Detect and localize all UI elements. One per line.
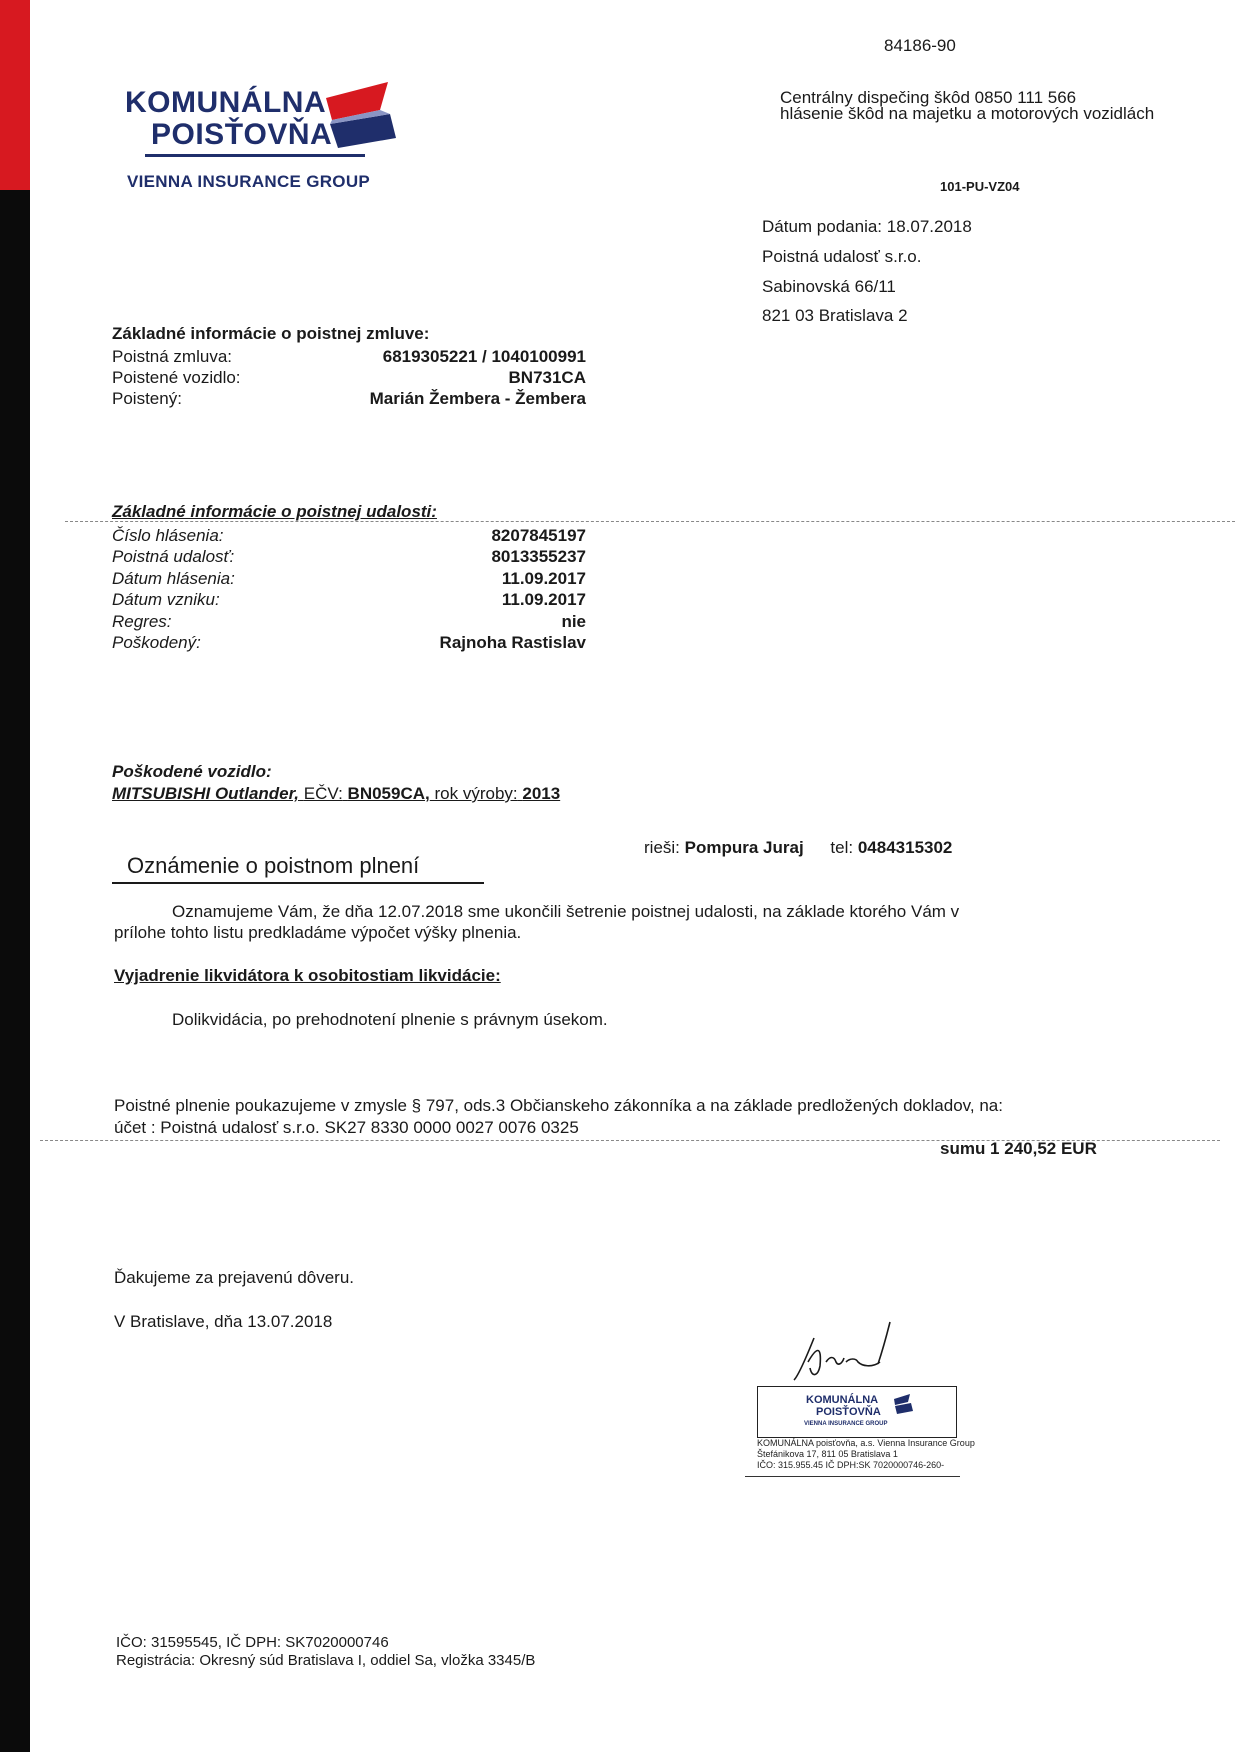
report-date-value: 11.09.2017 — [501, 569, 586, 588]
logo-text-line2: POISŤOVŇA — [151, 118, 333, 151]
vehicle-label: Poistené vozidlo: — [112, 368, 241, 387]
logo-text-line1: KOMUNÁLNA — [125, 86, 327, 119]
report-number-value: 8207845197 — [491, 526, 586, 545]
handler-label: rieši: — [644, 838, 680, 857]
payment-line2: účet : Poistná udalosť s.r.o. SK27 8330 0000 0027 0076 0325 — [114, 1118, 579, 1137]
recipient-street: Sabinovská 66/11 — [762, 277, 896, 296]
claim-label: Poistná udalosť: — [112, 547, 235, 566]
footer-line2: Registrácia: Okresný súd Bratislava I, oddiel Sa, vložka 3345/B — [116, 1652, 536, 1669]
stamp-logo-line1: KOMUNÁLNA — [806, 1394, 879, 1406]
recipient-city: 821 03 Bratislava 2 — [762, 306, 908, 325]
vehicle-model: MITSUBISHI Outlander, — [112, 784, 300, 803]
recipient-name: Poistná udalosť s.r.o. — [762, 247, 922, 266]
stamp-text-line2: Štefánikova 17, 811 05 Bratislava 1 — [757, 1449, 898, 1459]
notice-paragraph-line1: Oznamujeme Vám, že dňa 12.07.2018 sme ukončili šetrenie poistnej udalosti, na základe ktorého Vám v — [172, 902, 960, 921]
payment-sum: sumu 1 240,52 EUR — [940, 1139, 1097, 1158]
ecv-label: EČV: — [303, 784, 343, 803]
ecv-value: BN059CA, — [347, 784, 430, 803]
page-edge-black — [0, 190, 30, 1752]
event-info-title: Základné informácie o poistnej udalosti: — [112, 502, 437, 521]
recourse-label: Regres: — [112, 612, 172, 631]
damaged-vehicle-line — [112, 784, 560, 804]
dispatch-line2: hlásenie škôd na majetku a motorových vozidlách — [780, 104, 1155, 123]
vehicle-value: BN731CA — [508, 368, 586, 387]
contract-value: 6819305221 / 1040100991 — [382, 347, 586, 366]
recourse-value: nie — [561, 612, 586, 631]
tel-label: tel: — [830, 838, 854, 857]
footer-line1: IČO: 31595545, IČ DPH: SK7020000746 — [116, 1634, 389, 1651]
insured-value: Marián Žembera - Žembera — [369, 389, 586, 408]
tel-value: 0484315302 — [857, 838, 953, 857]
notice-paragraph-line2: prílohe tohto listu predkladáme výpočet výšky plnenia. — [114, 923, 522, 942]
stamp-text-line1: KOMUNÁLNA poisťovňa, a.s. Vienna Insurance Group — [757, 1438, 975, 1448]
logo-text-line3: VIENNA INSURANCE GROUP — [127, 172, 371, 191]
dispatch-line1: Centrálny dispečing škôd 0850 111 566 — [780, 88, 1077, 107]
company-logo — [125, 80, 415, 190]
contract-info-title: Základné informácie o poistnej zmluve: — [112, 324, 430, 343]
report-date-label: Dátum hlásenia: — [112, 569, 235, 588]
stamp-logo-line3: VIENNA INSURANCE GROUP — [804, 1421, 888, 1427]
claim-value: 8013355237 — [491, 547, 586, 566]
stamp-underline — [745, 1476, 960, 1477]
company-stamp — [757, 1386, 957, 1438]
place-date: V Bratislave, dňa 13.07.2018 — [114, 1312, 333, 1331]
insured-label: Poistený: — [112, 389, 182, 408]
logo-flag-icon — [318, 80, 398, 152]
damaged-vehicle-title: Poškodené vozidlo: — [112, 762, 272, 781]
form-code: 101-PU-VZ04 — [940, 179, 1020, 194]
injured-party-value: Rajnoha Rastislav — [439, 633, 586, 652]
handler-line — [644, 838, 952, 858]
document-number: 84186-90 — [884, 36, 956, 55]
stamp-flag-icon — [892, 1393, 914, 1415]
contract-label: Poistná zmluva: — [112, 347, 232, 366]
occurrence-date-label: Dátum vzniku: — [112, 590, 220, 609]
statement-text: Dolikvidácia, po prehodnotení plnenie s právnym úsekom. — [172, 1010, 608, 1029]
occurrence-date-value: 11.09.2017 — [501, 590, 586, 609]
payment-line1: Poistné plnenie poukazujeme v zmysle § 797, ods.3 Občianskeho zákonníka a na základe predložených dokladov, na: — [114, 1096, 1003, 1115]
page-edge-red — [0, 0, 30, 190]
signature — [786, 1318, 916, 1388]
stamp-text-line3: IČO: 315.955.45 IČ DPH:SK 7020000746-260- — [757, 1460, 945, 1470]
injured-party-label: Poškodený: — [112, 633, 201, 652]
year-value: 2013 — [522, 784, 561, 803]
date-submitted: Dátum podania: 18.07.2018 — [762, 217, 972, 236]
report-number-label: Číslo hlásenia: — [112, 526, 224, 545]
notice-title: Oznámenie o poistnom plnení — [127, 853, 420, 878]
thanks-text: Ďakujeme za prejavenú dôveru. — [114, 1268, 355, 1287]
year-label: rok výroby: — [434, 784, 518, 803]
handler-name: Pompura Juraj — [684, 838, 804, 857]
stamp-logo-line2: POISŤOVŇA — [816, 1406, 881, 1418]
statement-title: Vyjadrenie likvidátora k osobitostiam likvidácie: — [114, 966, 501, 985]
logo-underline — [145, 154, 365, 157]
